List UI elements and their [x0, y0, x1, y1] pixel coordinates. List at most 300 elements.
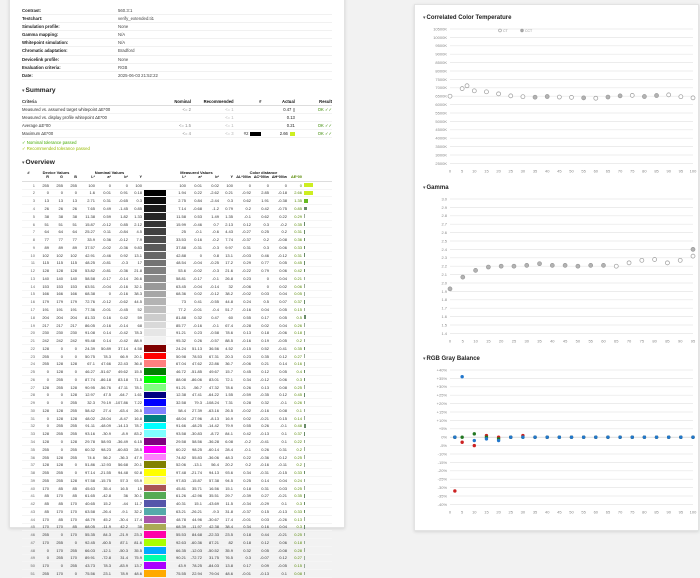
- criteria-label: Measured vs. display profile whitepoint ΔE*00: [22, 114, 107, 120]
- y-tick-label: 1.8: [441, 297, 447, 303]
- cell: 11.58: [176, 213, 186, 219]
- y-tick-label: 5500K: [435, 110, 447, 116]
- y-tick-label: +30%: [436, 383, 447, 389]
- x-tick-label: 75: [639, 338, 645, 344]
- cell: 0.22: [294, 438, 302, 444]
- cell: 128: [56, 369, 63, 375]
- bar-fill: [304, 331, 305, 335]
- cell: -0.07: [259, 555, 269, 561]
- patch-color-swatch: [144, 228, 166, 235]
- cell: 128: [56, 361, 63, 367]
- cell: 242: [42, 338, 49, 344]
- cell: 33: [30, 431, 35, 437]
- cell: -0.92: [241, 190, 251, 196]
- cell: 0: [46, 376, 49, 382]
- overview-section-title[interactable]: [22, 159, 332, 166]
- patch-color-swatch: [144, 547, 166, 554]
- cell: 0: [60, 532, 63, 538]
- cell: 79.19: [100, 400, 111, 406]
- bar-fill: [304, 517, 305, 521]
- cell: 23.5: [225, 532, 233, 538]
- summary-header-cell: Result: [319, 98, 332, 104]
- cell: 26.5: [134, 407, 142, 413]
- bar-fill: [304, 525, 305, 529]
- cell: 55.35: [84, 532, 95, 538]
- cell: -43.69: [207, 501, 219, 507]
- bar-fill: [304, 416, 305, 420]
- cell: 0.3: [227, 198, 233, 204]
- delta-e-bar: [302, 300, 318, 304]
- cell: -0.16: [118, 291, 128, 297]
- cell: 36.8: [134, 361, 142, 367]
- cell: -0.38: [277, 198, 287, 204]
- x-tick-label: 35: [532, 168, 538, 174]
- cell: 64: [44, 229, 49, 235]
- patch-color-swatch: [144, 415, 166, 422]
- cell: 38: [58, 213, 63, 219]
- cell: 0.33: [294, 508, 302, 514]
- bar-fill: [304, 347, 305, 351]
- cell: 46.72: [175, 369, 186, 375]
- cell: 0: [46, 415, 49, 421]
- cell: 170: [56, 493, 63, 499]
- cell: 15.2: [103, 501, 111, 507]
- data-point: [461, 276, 465, 280]
- cell: -0.81: [101, 260, 111, 266]
- cell: 0.06: [279, 539, 287, 545]
- cell: 0.13: [261, 384, 269, 390]
- x-tick-label: 95: [678, 509, 684, 515]
- cell: 170: [70, 516, 77, 522]
- cell: -8.47: [118, 415, 128, 421]
- y-tick-label: 3000K: [435, 152, 447, 158]
- cell: -83.9: [118, 563, 128, 569]
- patch-color-swatch: [144, 384, 166, 391]
- cell: -86.06: [190, 376, 202, 382]
- cell: 0.36: [103, 237, 111, 243]
- cell: -60.14: [207, 446, 219, 452]
- data-point: [533, 95, 537, 99]
- cell: -0.2: [280, 221, 287, 227]
- cell: -0.36: [259, 454, 269, 460]
- cell: 85: [44, 508, 49, 514]
- cell: 0.2: [296, 462, 302, 468]
- cell: 255: [42, 353, 49, 359]
- cell: 0.5: [263, 299, 269, 305]
- cell: 128: [56, 415, 63, 421]
- patch-color-swatch: [144, 283, 166, 290]
- delta-e-bar: [302, 354, 318, 358]
- cell: 42.38: [208, 524, 219, 530]
- result-status: [295, 114, 332, 121]
- cell: 40.31: [175, 501, 186, 507]
- cell: 13: [30, 275, 35, 281]
- cell: -0.81: [101, 268, 111, 274]
- cell: 91.66: [175, 423, 186, 429]
- cell: 0.32: [261, 400, 269, 406]
- delta-e-bar: [302, 331, 318, 335]
- summary-section-title[interactable]: [22, 87, 332, 94]
- summary-row: [22, 122, 332, 130]
- table-row: [22, 244, 332, 252]
- cell: -36.06: [207, 454, 219, 460]
- cell: 0.25: [294, 485, 302, 491]
- cell: 4: [32, 206, 35, 212]
- table-row: [22, 353, 332, 361]
- cell: 170: [42, 563, 49, 569]
- gray-balance-title[interactable]: ▾RGB Gray Balance: [423, 355, 480, 362]
- data-point: [497, 92, 501, 96]
- x-tick-label: 5: [461, 509, 464, 515]
- cell: 0.03: [261, 291, 269, 297]
- cell: 0.18: [243, 485, 251, 491]
- delta-e-bar: [302, 292, 318, 296]
- cell: 83.18: [117, 376, 128, 382]
- cell: 87.74: [84, 376, 95, 382]
- cell: 0.17: [243, 563, 251, 569]
- cell: 166: [70, 291, 77, 297]
- patch-color-swatch: [144, 562, 166, 569]
- delta-e-bar: [302, 308, 318, 312]
- cell: 47.66: [100, 361, 111, 367]
- x-tick-label: 30: [520, 509, 526, 515]
- cell: 7: [32, 229, 35, 235]
- cell: 255: [56, 477, 63, 483]
- delta-e-bar: [302, 230, 318, 234]
- cell: 22.86: [208, 361, 219, 367]
- cell: 27: [30, 384, 35, 390]
- cell: 0.22: [243, 454, 251, 460]
- cell: 0.05: [279, 260, 287, 266]
- y-tick-label: -5%: [439, 442, 447, 448]
- table-row: [22, 252, 332, 260]
- cell: 115: [42, 260, 49, 266]
- bar-fill: [304, 315, 306, 319]
- cell: -0.68: [192, 206, 202, 212]
- bar-fill: [304, 277, 305, 281]
- actual-value: 0.21: [286, 122, 295, 128]
- y-tick-label: 7500K: [435, 76, 447, 82]
- data-point: [521, 95, 525, 99]
- cell: 72.76: [84, 299, 95, 305]
- cell: 77: [58, 237, 63, 243]
- data-point: [473, 444, 476, 447]
- cell: 12.97: [84, 392, 95, 398]
- cell: 83.01: [208, 376, 219, 382]
- cell: 0.17: [261, 314, 269, 320]
- cell: 0.32: [243, 547, 251, 553]
- y-tick-label: 2.0: [441, 280, 447, 286]
- x-tick-label: 60: [601, 338, 606, 344]
- cell: 0.15: [294, 306, 302, 312]
- cell: -0.11: [278, 462, 287, 468]
- cell: 84.1: [225, 431, 233, 437]
- cell: 0.1: [281, 431, 287, 437]
- cell: 0: [108, 291, 111, 297]
- cell: 0.34: [243, 376, 251, 382]
- cell: 77.36: [84, 306, 95, 312]
- cell: 0.08: [279, 407, 287, 413]
- y-tick-label: +10%: [436, 417, 447, 423]
- charts-panel: [414, 4, 699, 531]
- cell: 0: [284, 182, 287, 188]
- cell: 0.02: [279, 283, 287, 289]
- table-row: [22, 454, 332, 462]
- bar-fill: [304, 564, 305, 568]
- cell: 0.14: [261, 477, 269, 483]
- result-status: OK ✓✓: [317, 130, 332, 136]
- cell: 51: [72, 221, 77, 227]
- cell: -0.04: [192, 283, 202, 289]
- cell: 170: [42, 539, 49, 545]
- info-value: None: [118, 24, 129, 30]
- tolerance-note: ✓ Recommended tolerance passed: [22, 145, 90, 151]
- cell: 0.26: [294, 400, 302, 406]
- cell: 0.8: [213, 252, 219, 258]
- cell: 61.65: [84, 493, 95, 499]
- cell: 97.83: [175, 477, 186, 483]
- cell: 217: [42, 322, 49, 328]
- cell: 0: [46, 423, 49, 429]
- cell: 1.49: [211, 213, 219, 219]
- patch-color-swatch: [144, 539, 166, 546]
- cell: 92.45: [84, 539, 95, 545]
- cell: 2: [32, 190, 35, 196]
- x-tick-label: 0: [448, 509, 452, 515]
- cell: 28.5: [134, 446, 142, 452]
- sub-header-cell: Y: [230, 175, 233, 180]
- cell: 72.1: [225, 376, 233, 382]
- cell: -15.75: [99, 477, 111, 483]
- table-row: [22, 492, 332, 500]
- cell: 13.7: [134, 563, 142, 569]
- cell: 13.1: [134, 252, 142, 258]
- cell: 63.45: [175, 283, 186, 289]
- cell: -0.05: [277, 563, 287, 569]
- cell: 170: [56, 508, 63, 514]
- cell: 17: [30, 306, 35, 312]
- cell: 67.31: [208, 353, 219, 359]
- summary-table: [22, 98, 332, 138]
- info-row: [22, 64, 332, 72]
- cell: 67.04: [175, 361, 186, 367]
- cell: 78.3: [103, 563, 111, 569]
- cell: 128: [42, 384, 49, 390]
- data-point: [474, 269, 478, 273]
- cell: 78.53: [191, 353, 202, 359]
- cell: 255: [70, 431, 77, 437]
- cell: -0.45: [118, 306, 128, 312]
- cell: 81.88: [175, 314, 186, 320]
- cell: 74.6: [87, 454, 95, 460]
- cell: 0: [60, 190, 63, 196]
- data-point: [618, 94, 622, 98]
- delta-e-bar: [302, 246, 318, 250]
- data-point: [512, 265, 516, 269]
- cell: -0.15: [241, 345, 251, 351]
- cell: 24.24: [175, 345, 186, 351]
- cell: 204: [42, 314, 49, 320]
- y-tick-label: -20%: [437, 467, 447, 473]
- cell: 0.28: [243, 400, 251, 406]
- bar-fill: [304, 261, 305, 265]
- cell: 0.4: [296, 369, 302, 375]
- patch-color-swatch: [144, 213, 166, 220]
- patch-color-swatch: [144, 298, 166, 305]
- bar-fill: [304, 510, 305, 514]
- cell: 85: [72, 524, 77, 530]
- cell: 47.9: [134, 454, 142, 460]
- cell: 38.4: [225, 524, 233, 530]
- cell: -0.22: [241, 268, 251, 274]
- table-row: [22, 500, 332, 508]
- cell: 24: [30, 361, 35, 367]
- delta-e-bar: [302, 261, 318, 265]
- cell: 0.7: [213, 221, 219, 227]
- cell: 47: [30, 539, 35, 545]
- summary-header-cell: Criteria: [22, 98, 37, 104]
- cell: 45: [30, 524, 35, 530]
- gamma-title[interactable]: ▾Gamma: [423, 185, 449, 192]
- cell: 0: [46, 547, 49, 553]
- cell: 0.25: [294, 384, 302, 390]
- cell: 67.4: [225, 322, 233, 328]
- data-point: [509, 435, 512, 438]
- x-tick-label: 85: [665, 338, 670, 344]
- data-point: [484, 90, 488, 94]
- info-value: None: [118, 56, 129, 62]
- cell: 37: [30, 462, 35, 468]
- cell: 7.22: [134, 400, 142, 406]
- patch-color-swatch: [144, 306, 166, 313]
- cell: 68: [137, 322, 142, 328]
- delta-e-bar: [302, 517, 318, 521]
- cell: -0.16: [241, 306, 251, 312]
- delta-e-bar: [302, 463, 318, 467]
- delta-e-bar: [302, 191, 318, 195]
- cell: 11: [30, 260, 35, 266]
- group-header-cell: Measured Values: [180, 169, 213, 175]
- cell: 204: [70, 314, 77, 320]
- cell: 0.36: [294, 237, 302, 243]
- cell: 98.23: [100, 446, 111, 452]
- bar-fill: [304, 409, 305, 413]
- cell: 0.16: [294, 361, 302, 367]
- data-point: [497, 439, 500, 442]
- bar-fill: [304, 269, 305, 273]
- data-point: [691, 248, 695, 252]
- result-status: OK ✓✓: [317, 106, 332, 112]
- cell: 2.13: [225, 221, 233, 227]
- bar-fill: [304, 447, 305, 451]
- cell: 0.14: [103, 330, 111, 336]
- cell: 16.9: [225, 415, 233, 421]
- table-row: [22, 221, 332, 229]
- cell: 0.14: [103, 338, 111, 344]
- bar-fill: [304, 214, 305, 218]
- sub-header-cell: ΔL*00/w: [236, 175, 251, 180]
- bar-fill: [304, 533, 305, 537]
- cell: -14.42: [207, 423, 219, 429]
- cell: -64.7: [118, 392, 128, 398]
- cell: 0.3: [245, 555, 251, 561]
- cell: 0.06: [279, 376, 287, 382]
- cell: -0.16: [241, 338, 251, 344]
- delta-e-bar: [302, 277, 318, 281]
- patch-color-swatch: [144, 500, 166, 507]
- cell: 0.22: [279, 213, 287, 219]
- cell: 46: [30, 532, 35, 538]
- cell: 56.68: [117, 462, 128, 468]
- cell: 1.82: [120, 213, 128, 219]
- cell: 48.02: [84, 415, 95, 421]
- cell: 128: [42, 345, 49, 351]
- patch-color-swatch: [144, 531, 166, 538]
- cell: 0.01: [103, 190, 111, 196]
- y-tick-label: 2.8: [441, 213, 447, 219]
- cell: -0.62: [118, 299, 128, 305]
- cell: 74.82: [175, 454, 186, 460]
- cell: 255: [56, 431, 63, 437]
- cell: 0.25: [243, 477, 251, 483]
- cell: 64: [72, 229, 77, 235]
- cell: 0.42: [294, 268, 302, 274]
- cell: 78.1: [134, 384, 142, 390]
- data-point: [460, 87, 464, 91]
- cell: -107.86: [114, 400, 128, 406]
- cell: 15.87: [84, 221, 95, 227]
- cell: 39: [30, 477, 35, 483]
- cell: 79.9: [225, 423, 233, 429]
- cell: -0.34: [241, 501, 251, 507]
- nominal-value: <= 2: [182, 106, 191, 112]
- cell: 63.58: [84, 508, 95, 514]
- cell: 27.39: [191, 407, 202, 413]
- info-label: Simulation profile:: [22, 24, 60, 30]
- cell: 20.1: [134, 353, 142, 359]
- cell: 6.08: [225, 438, 233, 444]
- cell: 51: [58, 221, 63, 227]
- cell: 60.22: [175, 446, 186, 452]
- cell: 230: [56, 330, 63, 336]
- cct-title[interactable]: ▾Correlated Color Temperature: [423, 15, 512, 21]
- y-tick-label: 1.9: [441, 289, 447, 295]
- cell: 0: [60, 392, 63, 398]
- summary-header-row: [22, 98, 332, 106]
- delta-e-bar: [302, 214, 318, 218]
- cell: 255: [56, 376, 63, 382]
- cell: 2.85: [261, 190, 269, 196]
- cell: 1.33: [134, 213, 142, 219]
- cell: 76.5: [225, 555, 233, 561]
- cell: -30.4: [118, 516, 128, 522]
- cell: 77: [72, 237, 77, 243]
- cell: 166: [56, 291, 63, 297]
- x-tick-label: 40: [544, 509, 550, 515]
- cell: 7.14: [178, 206, 186, 212]
- criteria-label: Average ΔE*00: [22, 122, 51, 128]
- delta-e-bar: [302, 222, 318, 226]
- cell: 0.42: [120, 314, 128, 320]
- cell: 43: [30, 508, 35, 514]
- info-row: [22, 39, 332, 47]
- cell: 0.27: [294, 353, 302, 359]
- cell: 1: [32, 182, 35, 188]
- cell: 26.5: [225, 407, 233, 413]
- cell: 128: [42, 268, 49, 274]
- patch-color-swatch: [144, 190, 166, 197]
- cell: 0.18: [294, 330, 302, 336]
